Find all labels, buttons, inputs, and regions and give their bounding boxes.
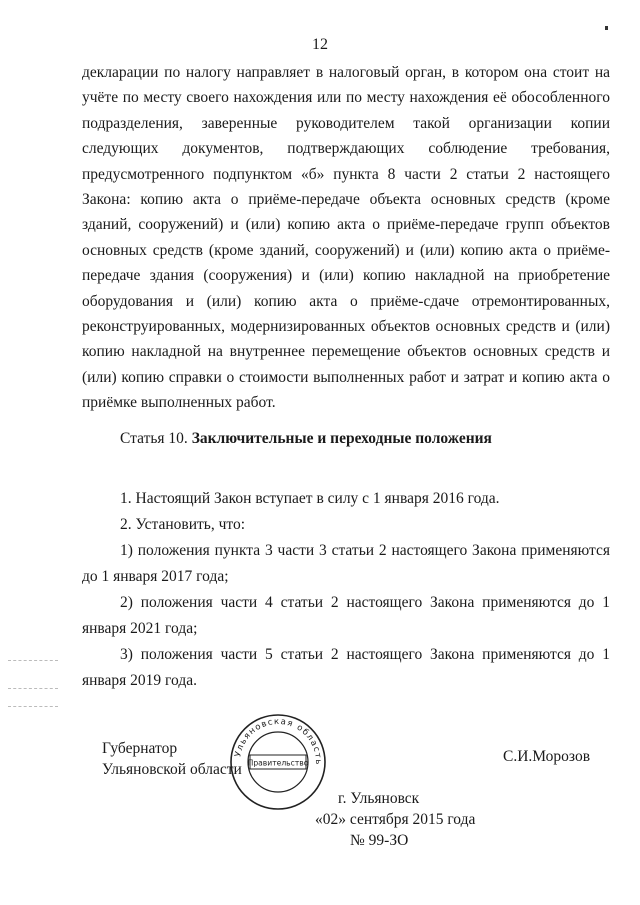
list-item: 2. Установить, что:: [120, 516, 246, 533]
intro-paragraph: декларации по налогу направляет в налоговый орган, в котором она стоит на учёте по месту своего нахождения или по месту нахождения её обособленного подразделения, заверенные руководителем такой организации копии следующих документов, подтверждающих соблюдение требования, предусмотренного подпунктом «б» пункта 8 части 2 статьи 2 настоящего Закона: копию акта о приёме-передаче объекта основных средств (кроме зданий, сооружений) и (или) копию акта о приёме-передаче групп объектов основных средств (кроме зданий, сооружений) и (или) копию акта о приёме-передаче здания (сооружения) и (или) копию накладной на приобретение оборудования и (или) копию акта о приёме-сдаче отремонтированных, реконструированных, модернизированных объектов основных средств и (или) копию накладной на внутреннее перемещение объектов основных средств и (или) копию справки о стоимости выполненных работ и затрат и копию акта о приёмке выполненных работ.: [82, 64, 610, 412]
signatory-position: [102, 738, 242, 780]
svg-text:Правительство: Правительство: [247, 758, 309, 768]
scan-artifact-line: [8, 660, 58, 662]
article-heading: [120, 430, 492, 448]
signing-date: «02» сентября 2015 года: [315, 811, 476, 828]
signatory-name: С.И.Морозов: [503, 748, 591, 765]
signatory-position-line1: Губернатор: [102, 740, 178, 757]
list-item: 1) положения пункта 3 части 3 статьи 2 настоящего Закона применяются до 1 января 2017 года;: [82, 542, 610, 585]
law-number: № 99-ЗО: [350, 832, 409, 849]
signatory-position-line2: Ульяновской области: [102, 761, 242, 778]
list-item: 2) положения части 4 статьи 2 настоящего Закона применяются до 1 января 2021 года;: [82, 594, 610, 637]
article-number: Статья 10.: [120, 430, 188, 447]
official-seal-icon: [228, 712, 328, 812]
scan-artifact-line: [8, 688, 58, 690]
city: г. Ульяновск: [338, 790, 420, 807]
article-title: Заключительные и переходные положения: [191, 430, 492, 447]
scan-artifact-dot: [605, 26, 608, 30]
list-item: 1. Настоящий Закон вступает в силу с 1 января 2016 года.: [120, 490, 500, 507]
svg-text:Ульяновская область: Ульяновская область: [233, 716, 324, 766]
list-item: 3) положения части 5 статьи 2 настоящего Закона применяются до 1 января 2019 года.: [82, 646, 610, 689]
scan-artifact-line: [8, 706, 58, 708]
page-number: 12: [312, 36, 328, 53]
